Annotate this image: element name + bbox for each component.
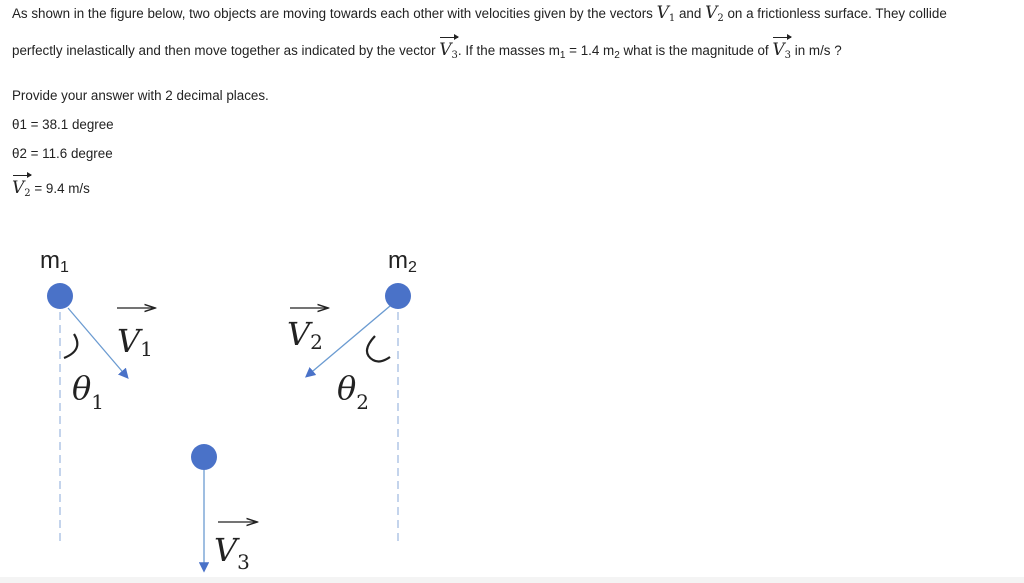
question-text: perfectly inelastically and then move together as indicated by the vector (12, 43, 436, 58)
vector-v3-symbol: $V_3$ (439, 40, 458, 61)
given-theta1: θ1 = 38.1 degree (12, 117, 114, 132)
angle-arc-theta2 (367, 336, 390, 361)
question-text: = 1.4 m (565, 43, 615, 58)
bottom-strip (0, 577, 1024, 583)
given-theta2: θ2 = 11.6 degree (12, 146, 113, 161)
instructions: Provide your answer with 2 decimal places. (12, 88, 269, 103)
label-theta2: $\theta_2$ (337, 369, 369, 414)
mass-label-m2: m2 (388, 247, 417, 276)
question-text: . If the masses m (457, 43, 560, 58)
label-v3: $V_3$ (214, 531, 250, 574)
vector-v2-given-symbol: $V_2$ (12, 178, 31, 199)
question-text: and (678, 6, 702, 21)
question-text: in m/s ? (791, 43, 842, 58)
ball-combined (191, 444, 217, 470)
vector-v1-symbol: $V_1$ (656, 3, 676, 24)
mass-sub-2: 2 (614, 50, 620, 61)
question-text: As shown in the figure below, two objects are moving towards each other with velocities given by the vectors (12, 6, 653, 21)
ball-m1 (47, 283, 73, 309)
vector-v3-symbol-2: $V_3$ (772, 40, 792, 61)
label-v2: V2 (287, 315, 323, 354)
angle-arc-theta1 (64, 334, 77, 358)
label-v1: V1 (117, 322, 153, 361)
vector-v2-symbol: $V_2$ (705, 3, 724, 24)
mass-sub-1: 1 (559, 50, 566, 61)
given-v2-value: = 9.4 m/s (30, 181, 90, 196)
question-text: on a frictionless surface. They collide (727, 6, 947, 21)
mass-label-m1: m1 (40, 247, 69, 276)
ball-m2 (385, 283, 411, 309)
question-text: what is the magnitude of (623, 43, 769, 58)
label-theta1: $\theta_1$ (72, 369, 104, 414)
